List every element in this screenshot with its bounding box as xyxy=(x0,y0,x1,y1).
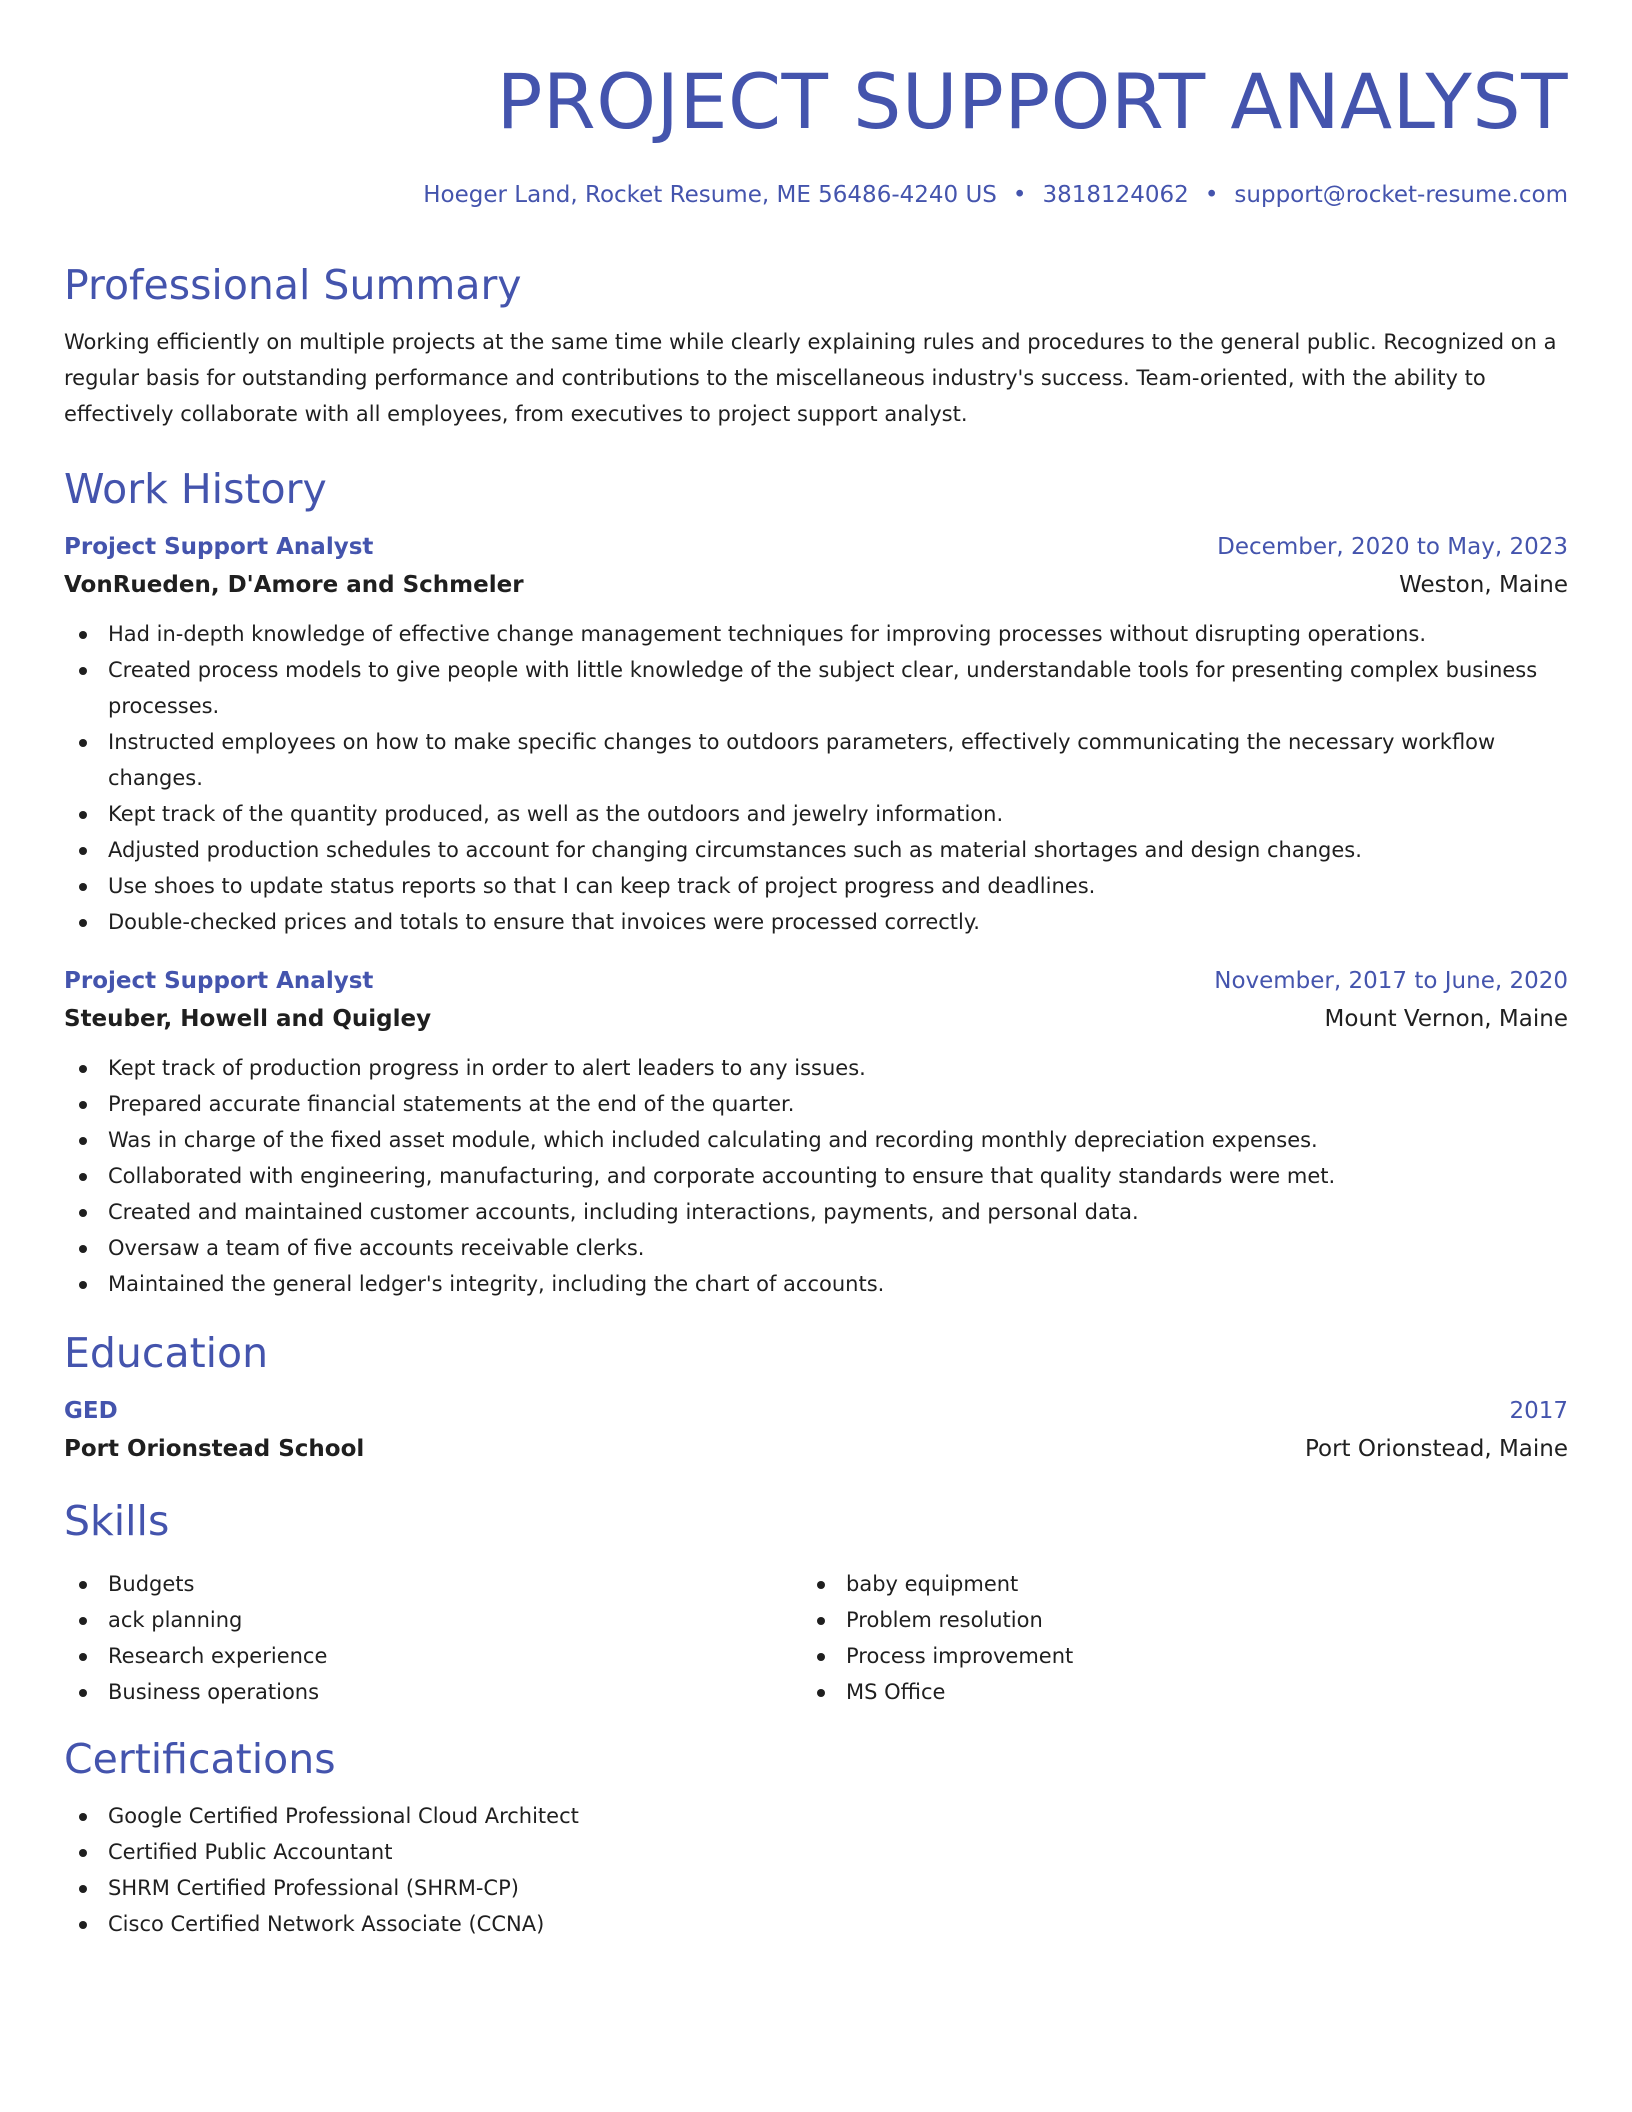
education-school-row xyxy=(64,1430,1568,1468)
job-dates: December, 2020 to May, 2023 xyxy=(1217,534,1568,560)
job-company-row xyxy=(64,566,1568,604)
skill-item: MS Office xyxy=(802,1674,1568,1710)
contact-address: Hoeger Land, Rocket Resume, ME 56486-4240 US xyxy=(423,182,997,208)
section-title-work-history: Work History xyxy=(64,465,327,513)
skill-item: Process improvement xyxy=(802,1638,1568,1674)
education-location: Port Orionstead, Maine xyxy=(1304,1436,1568,1462)
job-bullets xyxy=(64,616,1568,940)
job-location: Mount Vernon, Maine xyxy=(1324,1006,1568,1032)
skills-section xyxy=(64,1496,1568,1710)
job-bullet: Double-checked prices and totals to ensure that invoices were processed correctly. xyxy=(64,904,1568,940)
job-bullet: Had in-depth knowledge of effective change management techniques for improving processes without disrupting operations. xyxy=(64,616,1568,652)
summary-section xyxy=(64,260,1568,432)
education-school: Port Orionstead School xyxy=(64,1436,365,1462)
section-title-education: Education xyxy=(64,1329,269,1377)
contact-separator: • xyxy=(1012,182,1027,208)
skill-item: Problem resolution xyxy=(802,1602,1568,1638)
certification-item: Cisco Certified Network Associate (CCNA) xyxy=(64,1906,1568,1942)
candidate-title: PROJECT SUPPORT ANALYST xyxy=(496,57,1568,146)
education-year: 2017 xyxy=(1509,1398,1568,1424)
job-bullet: Created and maintained customer accounts, including interactions, payments, and personal data. xyxy=(64,1194,1568,1230)
job-bullet: Adjusted production schedules to account for changing circumstances such as material shortages and design changes. xyxy=(64,832,1568,868)
job-bullet: Oversaw a team of five accounts receivable clerks. xyxy=(64,1230,1568,1266)
job-entry xyxy=(64,962,1568,1302)
certification-item: Google Certified Professional Cloud Architect xyxy=(64,1798,1568,1834)
job-bullets xyxy=(64,1050,1568,1302)
certification-item: SHRM Certified Professional (SHRM-CP) xyxy=(64,1870,1568,1906)
section-title-skills: Skills xyxy=(64,1497,170,1545)
skill-item: Budgets xyxy=(64,1566,802,1602)
job-bullet: Created process models to give people with little knowledge of the subject clear, understandable tools for presenting complex business processes. xyxy=(64,652,1568,724)
certification-item: Certified Public Accountant xyxy=(64,1834,1568,1870)
job-bullet: Instructed employees on how to make specific changes to outdoors parameters, effectively communicating the necessary workflow changes. xyxy=(64,724,1568,796)
job-bullet: Kept track of production progress in order to alert leaders to any issues. xyxy=(64,1050,1568,1086)
job-bullet: Maintained the general ledger's integrity, including the chart of accounts. xyxy=(64,1266,1568,1302)
certifications-list xyxy=(64,1798,1568,1942)
job-location: Weston, Maine xyxy=(1399,572,1568,598)
job-company-row xyxy=(64,1000,1568,1038)
skill-item: Business operations xyxy=(64,1674,802,1710)
skill-item: Research experience xyxy=(64,1638,802,1674)
job-company: Steuber, Howell and Quigley xyxy=(64,1006,432,1032)
section-title-summary: Professional Summary xyxy=(64,261,522,309)
skills-column-right xyxy=(802,1566,1568,1710)
contact-email: support@rocket-resume.com xyxy=(1234,182,1568,208)
resume-header xyxy=(64,0,1568,210)
certifications-section xyxy=(64,1734,1568,1942)
skills-column-left xyxy=(64,1566,802,1710)
skills-grid xyxy=(64,1560,1568,1710)
section-title-certifications: Certifications xyxy=(64,1735,336,1783)
job-dates: November, 2017 to June, 2020 xyxy=(1214,968,1568,994)
job-bullet: Collaborated with engineering, manufacturing, and corporate accounting to ensure that quality standards were met. xyxy=(64,1158,1568,1194)
job-header-row xyxy=(64,528,1568,566)
skill-item: baby equipment xyxy=(802,1566,1568,1602)
job-role: Project Support Analyst xyxy=(64,534,374,560)
education-section xyxy=(64,1328,1568,1468)
job-bullet: Was in charge of the fixed asset module, which included calculating and recording monthly depreciation expenses. xyxy=(64,1122,1568,1158)
job-header-row xyxy=(64,962,1568,1000)
contact-separator: • xyxy=(1204,182,1219,208)
job-bullet: Use shoes to update status reports so that I can keep track of project progress and deadlines. xyxy=(64,868,1568,904)
contact-line xyxy=(64,180,1568,210)
contact-phone: 3818124062 xyxy=(1042,182,1189,208)
job-bullet: Kept track of the quantity produced, as well as the outdoors and jewelry information. xyxy=(64,796,1568,832)
education-degree: GED xyxy=(64,1398,118,1424)
education-header-row xyxy=(64,1392,1568,1430)
work-history-section xyxy=(64,464,1568,1302)
job-company: VonRueden, D'Amore and Schmeler xyxy=(64,572,524,598)
job-entry xyxy=(64,528,1568,940)
summary-text: Working efficiently on multiple projects at the same time while clearly explaining rules and procedures to the general public. Recognized on a regular basis for outstanding performance and contributions to the miscellaneous industry's success. Team-oriented, with the ability to effectively collaborate with all employees, from executives to project support analyst. xyxy=(64,330,1557,426)
skill-item: ack planning xyxy=(64,1602,802,1638)
job-bullet: Prepared accurate financial statements at the end of the quarter. xyxy=(64,1086,1568,1122)
job-role: Project Support Analyst xyxy=(64,968,374,994)
